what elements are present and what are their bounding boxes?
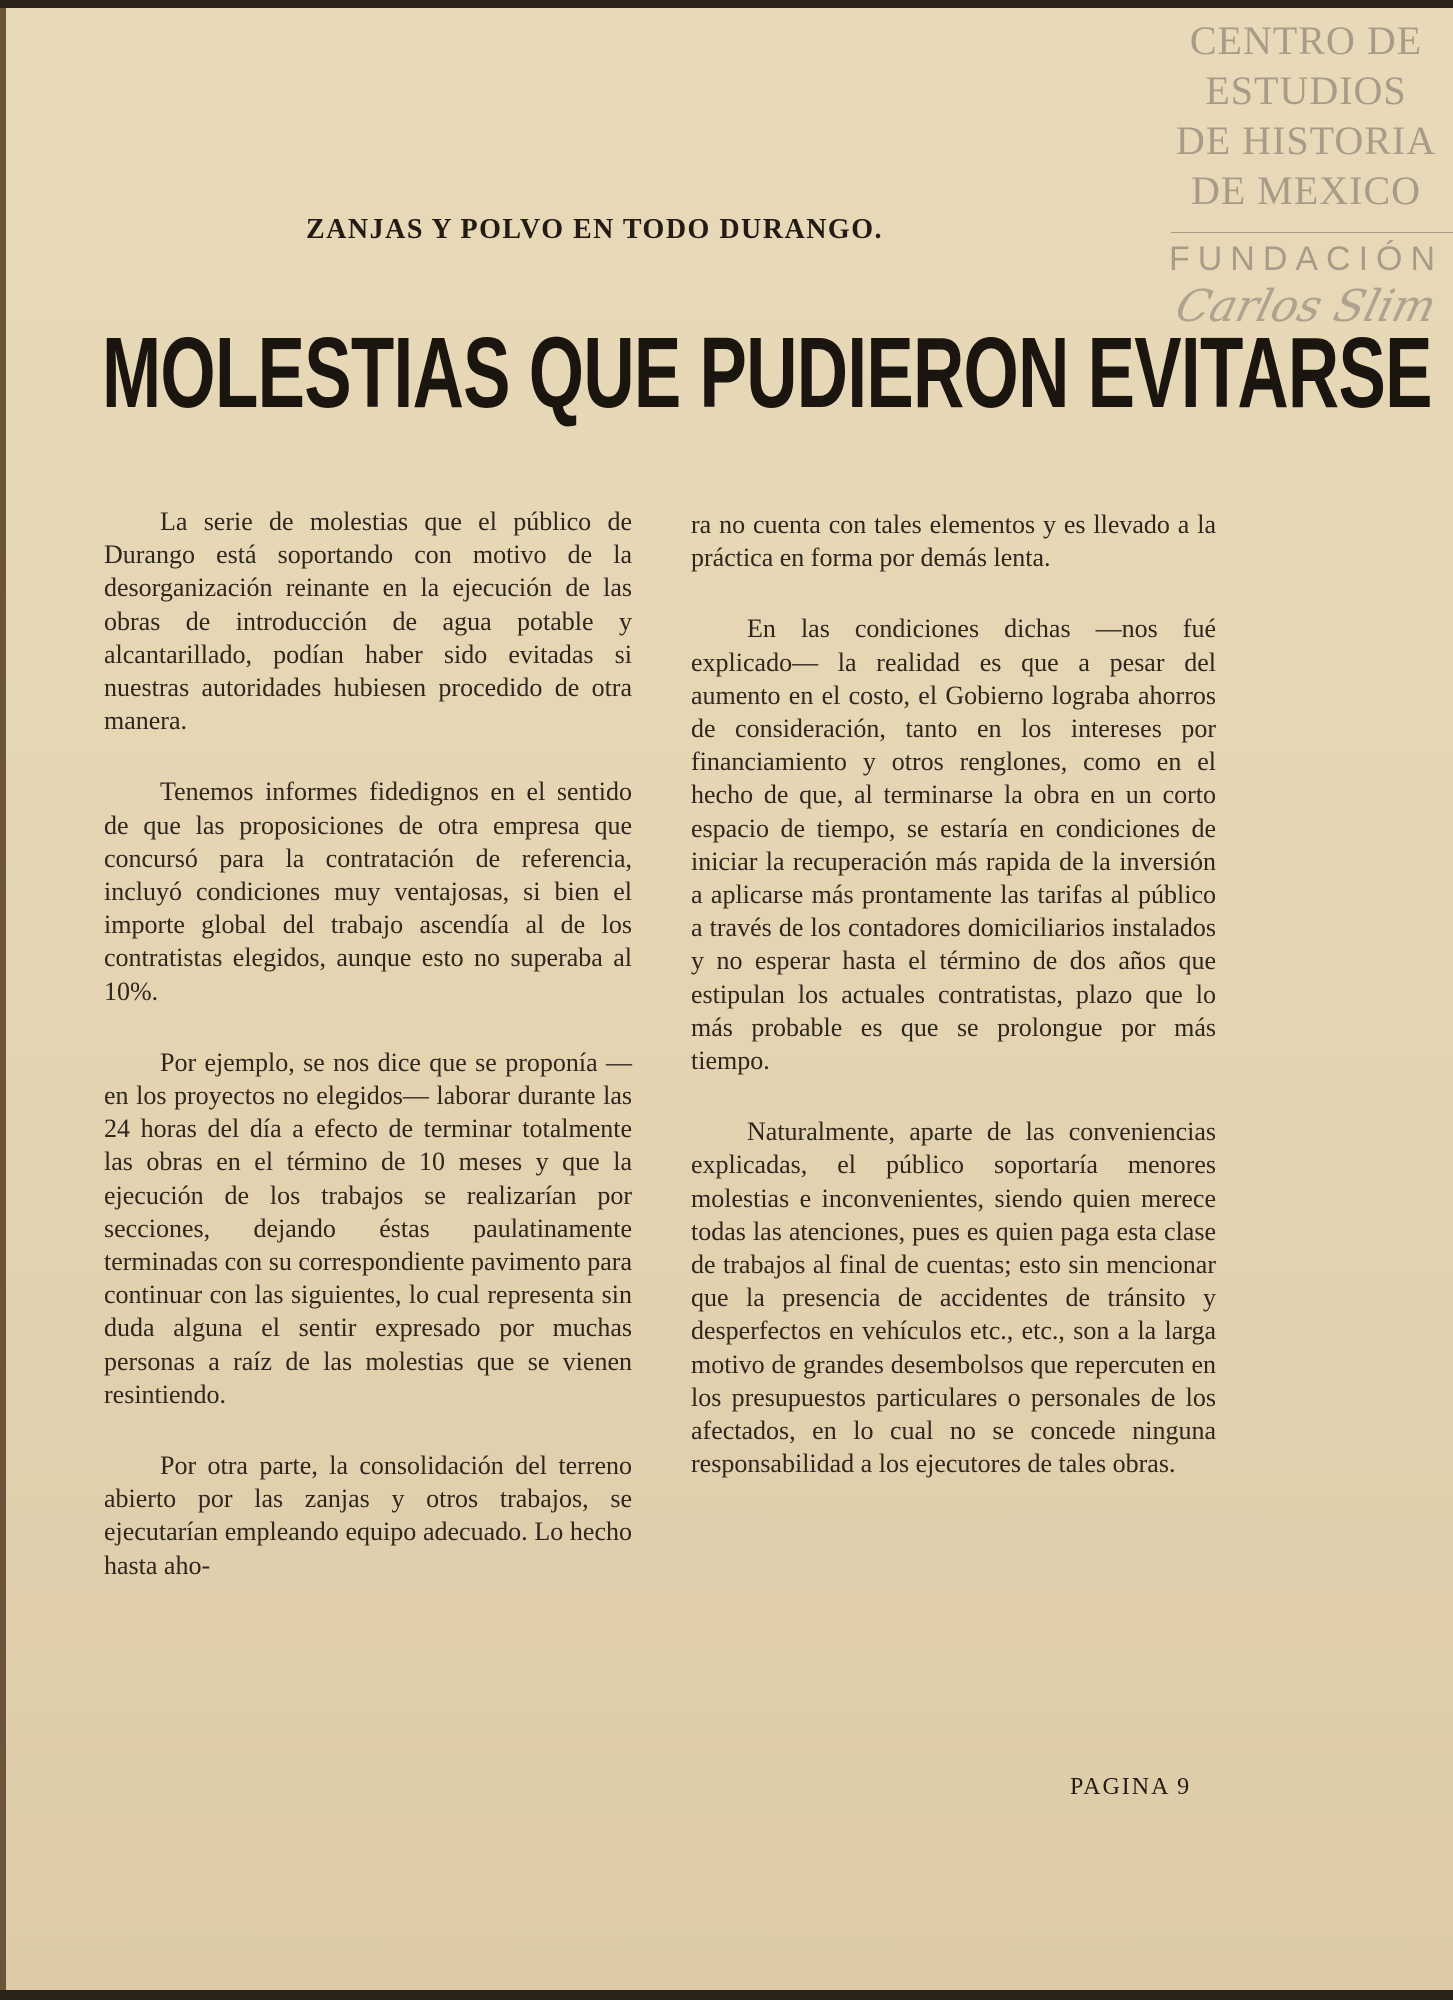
watermark-line: CENTRO DE (1189, 18, 1423, 63)
paragraph: Por ejemplo, se nos dice que se proponía —en los proyectos no elegidos— laborar durante las 24 horas del día a efecto de terminar totalmente las obras en el término de 10 meses y que la ejecución de los trabajos se realizarían por secciones, dejando éstas paulatinamente terminadas con su correspondiente pavimento para continuar con las siguientes, lo cual representa sin duda alguna el sentir expresado por muchas personas a raíz de las molestias que se vienen resintiendo. (104, 1047, 632, 1409)
paragraph: ra no cuenta con tales elementos y es llevado a la práctica en forma por demás lenta. (691, 510, 1216, 573)
paragraph: La serie de molestias que el público de Durango está soportando con motivo de la desorganización reinante en la ejecución de las obras de introducción de agua potable y alcantarillado, podían haber sido evitadas si nuestras autoridades hubiesen procedido de otra manera. (104, 507, 632, 736)
paragraph: En las condiciones dichas —nos fué explicado— la realidad es que a pesar del aumento en el costo, el Gobierno lograba ahorros de consideración, tanto en los intereses por financiamiento y otros renglones, como en el hecho de que, al terminarse la obra en un corto espacio de tiempo, se estaría en condiciones de iniciar la recuperación más rapida de la inversión a aplicarse más prontamente las tarifas al público a través de los contadores domiciliarios instalados y no esperar hasta el término de dos años que estipulan los actuales contratistas, plazo que lo más probable es que se prolongue por más tiempo. (691, 614, 1216, 1076)
magazine-page (0, 8, 1453, 1990)
watermark-line: ESTUDIOS (1205, 68, 1407, 113)
watermark-rule (1171, 232, 1453, 233)
article-kicker: ZANJAS Y POLVO EN TODO DURANGO. (306, 214, 883, 245)
article-headline: MOLESTIAS QUE PUDIERON EVITARSE (102, 317, 1432, 429)
archive-watermark (1156, 16, 1453, 332)
article-column-right (691, 508, 1216, 1518)
watermark-line: DE HISTORIA (1175, 118, 1437, 163)
paragraph: Tenemos informes fidedignos en el sentido de que las proposiciones de otra empresa que concursó para la contratación de referencia, incluyó condiciones muy ventajosas, si bien el importe global del trabajo ascendía al de los contratistas elegidos, aunque esto no superaba al 10%. (104, 777, 632, 1006)
page-number: PAGINA 9 (1070, 1774, 1192, 1800)
paragraph: Naturalmente, aparte de las conveniencias explicadas, el público soportaría menores molestias e inconvenientes, siendo quien merece todas las atenciones, pues es quien paga esta clase de trabajos al final de cuentas; esto sin mencionar que la presencia de accidentes de tránsito y desperfectos en vehículos etc., etc., son a la larga motivo de grandes desembolsos que repercuten en los presupuestos particulares o personales de los afectados, en lo cual no se concede ninguna responsabilidad a los ejecutores de tales obras. (691, 1117, 1216, 1479)
scan-top-edge (0, 0, 1453, 8)
watermark-signature: Carlos Slim (1170, 281, 1442, 332)
article-column-left (104, 505, 632, 1620)
paragraph: Por otra parte, la consolidación del terreno abierto por las zanjas y otros trabajos, se ejecutarían empleando equipo adecuado. Lo hecho hasta aho- (104, 1451, 632, 1580)
watermark-foundation: FUNDACIÓN (1168, 240, 1444, 278)
watermark-line: DE MEXICO (1190, 168, 1422, 213)
scan-bottom-edge (0, 1990, 1453, 2000)
